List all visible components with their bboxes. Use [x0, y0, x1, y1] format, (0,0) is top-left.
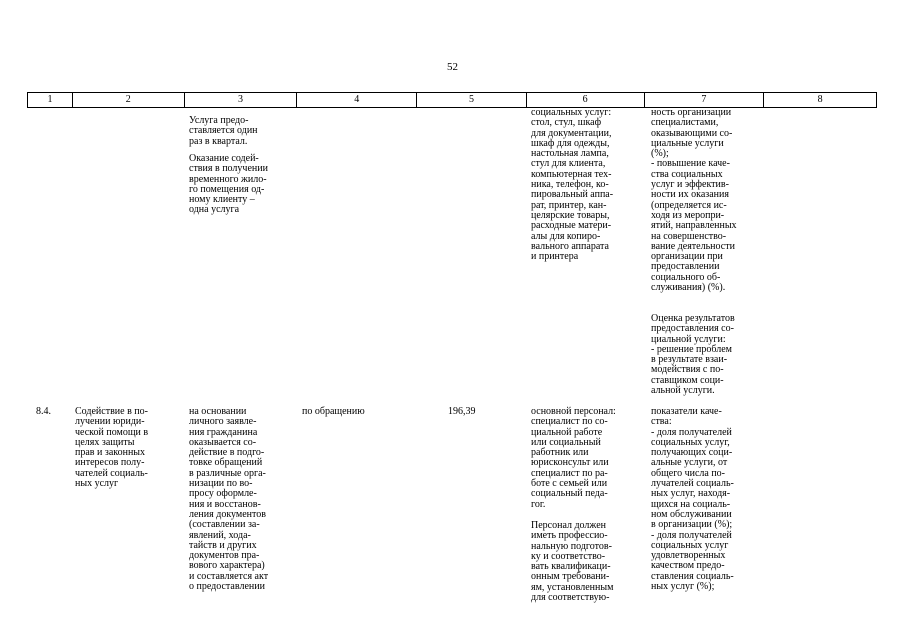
row-personnel-requirements: Персонал должен иметь профессио- нальную подготов- ку и соответство- вать квалификаци- онным требовани- ям, установленным для соответствую- [531, 520, 614, 604]
row-tariff: 196,39 [448, 406, 476, 417]
col3-paragraph-1: Услуга предо- ставляется один раз в квартал. [189, 115, 258, 147]
header-col-8: 8 [817, 94, 823, 105]
row-service-name: Содействие в по- лучении юриди- ческой помощи в целях защиты прав и законных интересов полу- чателей социаль- ных услуг [75, 406, 149, 490]
col7-evaluation-text: Оценка результатов предоставления со- циальной услуги: - решение проблем в результате взаи- модействия с по- ставщиком соци- альной услуги. [651, 313, 735, 397]
header-col-7: 7 [645, 93, 765, 107]
col6-equipment-text: социальных услуг: стол, стул, шкаф для документации, шкаф для одежды, настольная лампа, стул для клиента, компьютерная тех- ника, телефон, ко- пировальный аппа- рат, принтер, кан- целярские товары, расходные матери- алы для копиро- вального аппарата и принтера [531, 107, 614, 263]
row-frequency: по обращению [302, 406, 365, 417]
header-col-6: 6 [527, 93, 645, 107]
row-personnel-text: основной персонал: специалист по со- циальной работе или социальный работник или юрисконсульт или специалист по ра- боте с семьей или социальный педа- гог. [531, 406, 616, 510]
page-number: 52 [447, 61, 458, 73]
header-col-1: 1 [28, 93, 73, 107]
header-col-3: 3 [185, 93, 298, 107]
row-number: 8.4. [36, 406, 51, 417]
col3-paragraph-2: Оказание содей- ствия в получении временного жило- го помещения од- ному клиенту – одна услуга [189, 153, 268, 216]
row-quality-indicators: показатели каче- ства: - доля получателей социальных услуг, получающих соци- альные услуги, от общего числа по- лучателей социаль- ных услуг, находя- щихся на социаль- ном обслуживании в организации (%); - доля получателей социальных услуг удовлетворенных качеством предо- ставления социаль- ных услуг (%); [651, 406, 734, 593]
col7-indicators-text: ность организации специалистами, оказывающими со- циальные услуги (%); - повышение каче- ства социальных услуг и эффектив- ности их оказания (определяется ис- ходя из меропри- ятий, направленных на совершенство- вание деятельности организации при предоставлении социального об- служивания) (%). [651, 107, 737, 294]
header-col-4: 4 [297, 93, 417, 107]
header-col-5: 5 [417, 93, 527, 107]
header-col-2: 2 [73, 93, 185, 107]
table-header-row [27, 92, 877, 108]
row-service-description: на основании личного заявле- ния гражданина оказывается со- действие в подго- товке обращений в различные орга- низации по во- просу оформле- ния и восстанов- ления документов (составлении за- явлений, хода- тайств и других документов пра- вового характера) и составляется акт о предоставлении [189, 406, 269, 593]
